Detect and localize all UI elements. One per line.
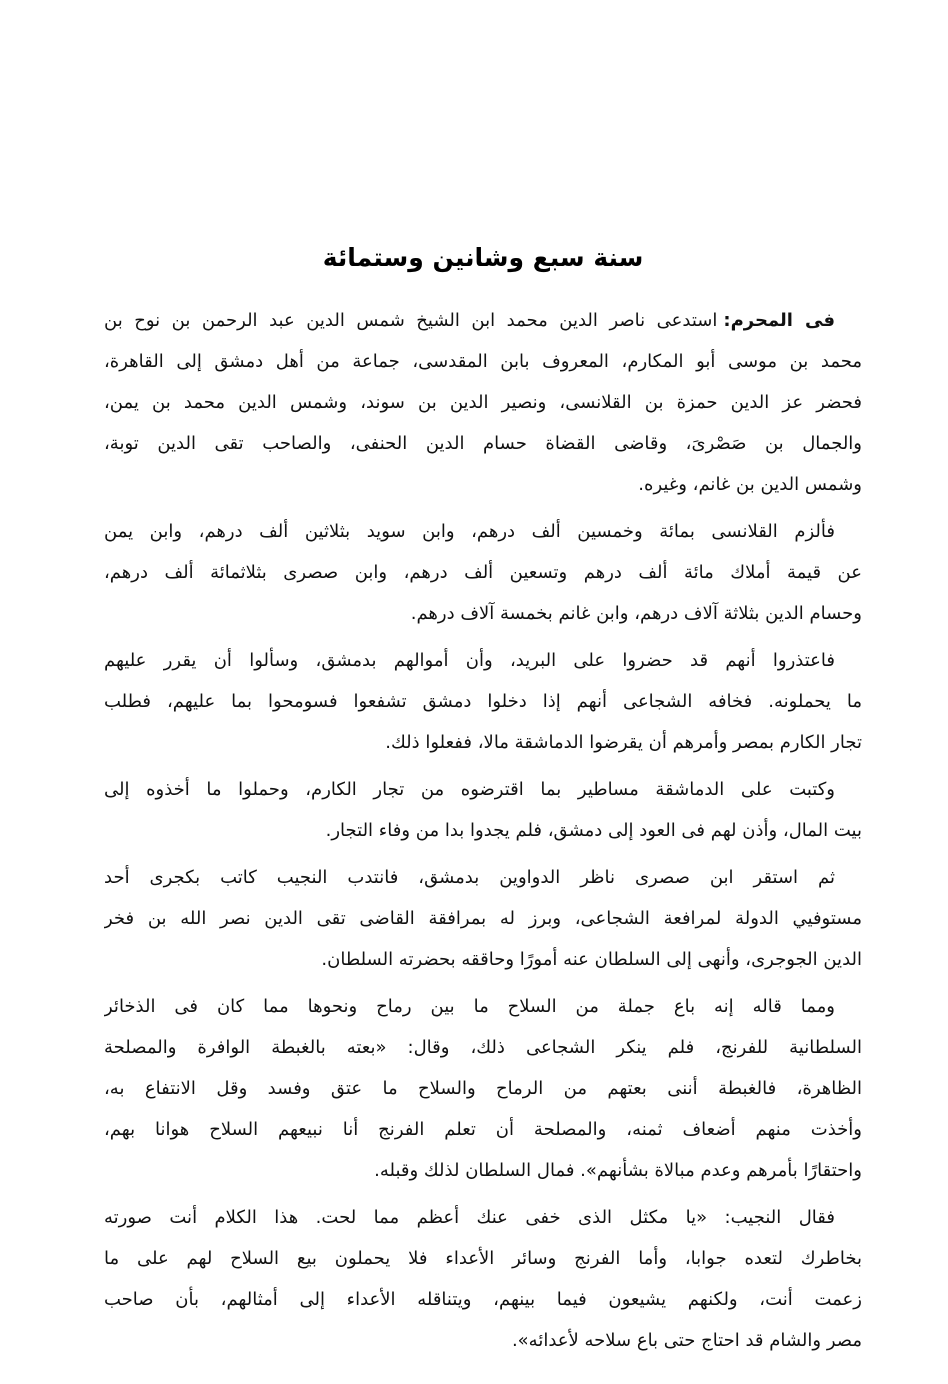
paragraph [104, 300, 862, 505]
paragraph [104, 986, 862, 1191]
month-heading: فى المحرم: [723, 310, 835, 331]
text-line: فاعتذروا أنهم قد حضروا على البريد، وأن أموالهم بدمشق، وسألوا أن يقرر عليهم [104, 650, 835, 671]
line-text: استدعى ناصر الدين محمد ابن الشيخ شمس الدين عبد الرحمن بن نوح بن [104, 310, 718, 331]
text-line: السلطانية للفرنج، فلم ينكر الشجاعى ذلك، وقال: «بعته بالغبطة الوافرة والمصلحة [104, 1037, 862, 1058]
text-line: محمد بن موسى أبو المكارم، المعروف بابن المقدسى، جماعة من أهل دمشق إلى القاهرة، [104, 351, 862, 372]
text-line: فحضر عز الدين حمزة بن القلانسى، ونصير الدين بن سوند، وشمس الدين محمد بن يمن، [104, 392, 862, 413]
text-line: وكتبت على الدماشقة مساطير بما اقترضوه من تجار الكارم، وحملوا ما أخذوه إلى [104, 779, 835, 800]
text-line: بخاطرك لتعده جوابا، وأما الفرنج وسائر الأعداء فلا يحملون بيع السلاح لهم على ما [104, 1248, 862, 1269]
text-line: تجار الكارم بمصر وأمرهم أن يقرضوا الدماشقة مالا، ففعلوا ذلك. [385, 732, 862, 753]
text-line: ما يحملونه. فخافه الشجاعى أنهم إذا دخلوا دمشق تشفعوا فسومحوا بما عليهم، فطلب [104, 691, 862, 712]
text-line: ثم استقر ابن صصرى ناظر الدواوين بدمشق، فانتدب النجيب كاتب بكجرى أحد [104, 867, 835, 888]
text-line: مصر والشام قد احتاج حتى باع سلاحه لأعدائه». [511, 1330, 862, 1351]
text-line: وحسام الدين بثلاثة آلاف درهم، وابن غانم بخمسة آلاف درهم. [410, 603, 862, 624]
text-line: زعمت أنت، ولكنهم يشيعون فيما بينهم، ويتناقله الأعداء إلى أمثالهم، بأن صاحب [104, 1289, 862, 1310]
text-line: فقال النجيب: «يا مكثل الذى خفى عنك أعظم مما لحت. هذا الكلام أنت صورته [104, 1207, 835, 1228]
page-title: سنة سبع وشانين وستمائة [322, 243, 644, 272]
text-line: واحتقارًا بأمرهم وعدم مبالاة بشأنهم». فمال السلطان لذلك وقبله. [374, 1160, 862, 1181]
document-body [104, 300, 862, 1367]
text-line: الدين الجوجرى، وأنهى إلى السلطان عنه أمورًا وحاققه بحضرته السلطان. [321, 949, 862, 970]
text-line: فألزم القلانسى بمائة وخمسين ألف درهم، وابن سويد بثلاثين ألف درهم، وابن يمن [104, 521, 835, 542]
text-line: والجمال بن صَصْرىَ، وقاضى القضاة حسام الدين الحنفى، والصاحب تقى الدين توبة، [104, 433, 862, 454]
paragraph [104, 1197, 862, 1361]
paragraph [104, 640, 862, 763]
text-line: عن قيمة أملاك مائة ألف درهم وتسعين ألف درهم، وابن صصرى بثلاثمائة ألف درهم، [104, 562, 862, 583]
paragraph [104, 769, 862, 851]
text-line: الظاهرة، فالغبطة أننى بعتهم من الرماح والسلاح ما عتق وفسد وقل الانتفاع به، [104, 1078, 862, 1099]
paragraph [104, 511, 862, 634]
text-line: مستوفيي الدولة لمرافعة الشجاعى، وبرز له بمرافقة القاضى تقى الدين نصر الله بن فخر [104, 908, 862, 929]
text-line: وأخذت منهم أضعاف ثمنه، والمصلحة أن تعلم الفرنج أنا نبيعهم السلاح هوانا بهم، [104, 1119, 862, 1140]
text-line: وشمس الدين بن غانم، وغيره. [638, 474, 862, 495]
text-line: ومما قاله إنه باع جملة من السلاح ما بين رماح ونحوها مما كان فى الذخائر [104, 996, 835, 1017]
text-line: بيت المال، وأذن لهم فى العود إلى دمشق، فلم يجدوا بدا من وفاء التجار. [325, 820, 862, 841]
text-line [104, 300, 862, 341]
paragraph [104, 857, 862, 980]
